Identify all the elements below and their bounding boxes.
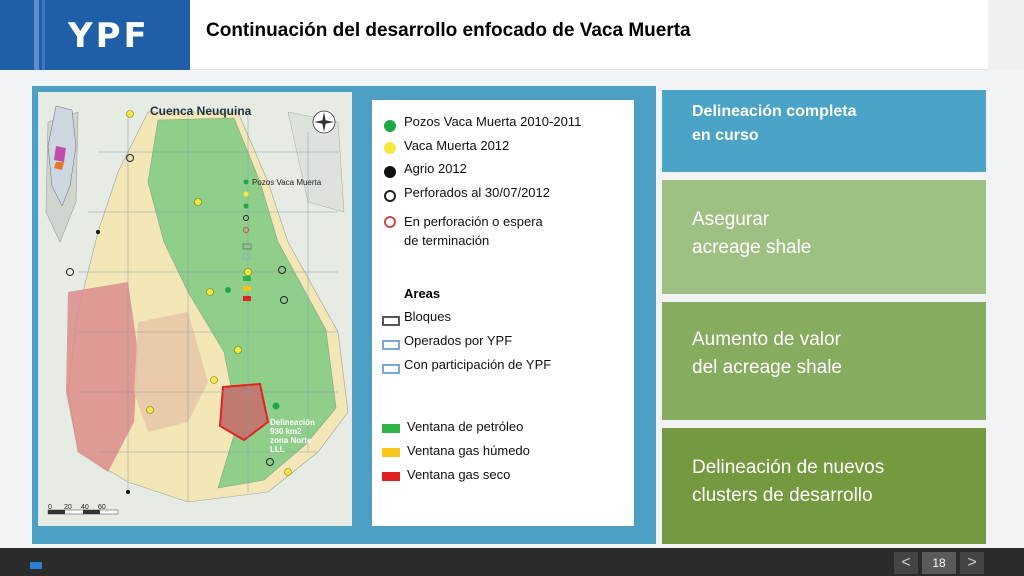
legend-item: Ventana gas seco [407, 467, 511, 482]
ypf-participation-icon [382, 364, 400, 374]
prev-slide-button[interactable]: < [894, 552, 918, 574]
block-outline-icon [382, 316, 400, 326]
legend-item: Bloques [404, 309, 451, 324]
footer-arrow-icon [30, 562, 42, 569]
legend-item: Perforados al 30/07/2012 [404, 185, 550, 200]
card-asegurar-acreage: Asegurar acreage shale [662, 180, 986, 294]
card-nuevos-clusters: Delineación de nuevos clusters de desarrollo [662, 428, 986, 544]
page-title: Continuación del desarrollo enfocado de Vaca Muerta [206, 20, 691, 41]
delineation-annotation: Delineación 930 km2 zona Norte LLL [270, 418, 315, 454]
legend-item: Agrio 2012 [404, 161, 467, 176]
card-aumento-valor: Aumento de valor del acreage shale [662, 302, 986, 420]
red-ring-icon [384, 216, 396, 228]
hollow-dot-icon [384, 190, 396, 202]
legend-item: Con participación de YPF [404, 357, 552, 372]
legend-item-cont: de terminación [404, 233, 490, 248]
map-title: Cuenca Neuquina [150, 104, 252, 118]
oil-window-icon [382, 424, 400, 433]
logo-stripe [42, 0, 45, 70]
areas-heading: Areas [404, 286, 441, 301]
footer-bar [0, 548, 1024, 576]
card-delineacion-completa: Delineación completa en curso [662, 90, 986, 172]
legend-item: Ventana gas húmedo [407, 443, 530, 458]
legend-item: En perforación o espera [404, 214, 543, 229]
ypf-operated-icon [382, 340, 400, 350]
compass-icon [313, 111, 335, 133]
legend-item: Ventana de petróleo [407, 419, 524, 434]
legend-item: Pozos Vaca Muerta 2010-2011 [404, 114, 582, 129]
legend-panel [372, 100, 634, 526]
header-edge [988, 0, 1024, 70]
black-dot-icon [384, 166, 396, 178]
yellow-dot-icon [384, 142, 396, 154]
map: Pozos Vaca Muerta Cuenca Neuquina Delineación 930 km2 zona Norte LLL 0 20 40 60 [38, 92, 352, 526]
page-number: 18 [922, 552, 956, 574]
green-dot-icon [384, 120, 396, 132]
logo-stripe [34, 0, 39, 70]
svg-text:Pozos Vaca Muerta: Pozos Vaca Muerta [252, 178, 322, 187]
logo [0, 0, 190, 70]
legend-item: Operados por YPF [404, 333, 513, 348]
dry-gas-window-icon [382, 472, 400, 481]
basin-map [38, 92, 352, 526]
wet-gas-window-icon [382, 448, 400, 457]
logo-text: YPF [68, 16, 150, 56]
legend-item: Vaca Muerta 2012 [404, 138, 510, 153]
next-slide-button[interactable]: > [960, 552, 984, 574]
